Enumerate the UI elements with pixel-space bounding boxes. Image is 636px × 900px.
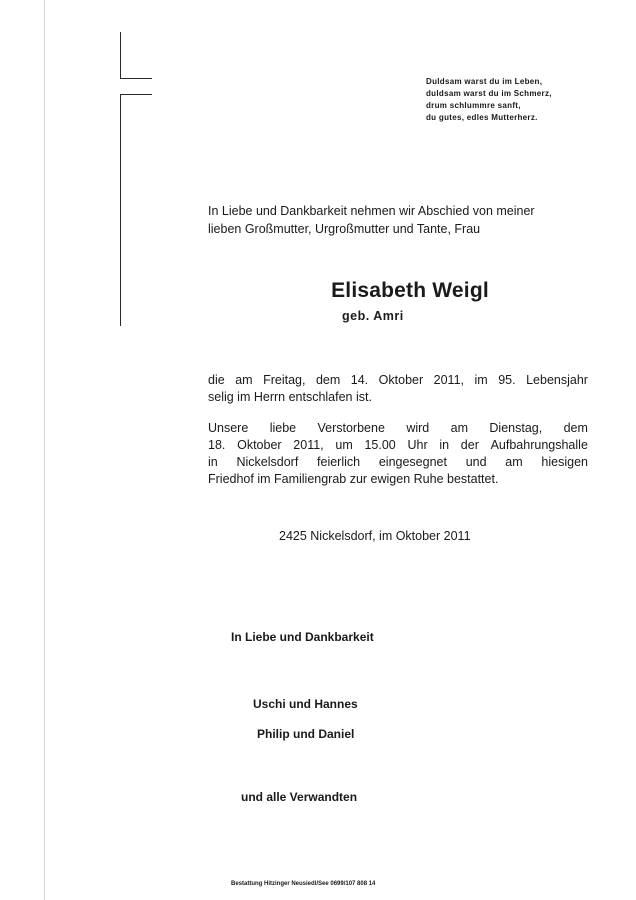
death-paragraph bbox=[208, 372, 588, 406]
word: um bbox=[335, 438, 353, 452]
word: 95. bbox=[498, 373, 516, 387]
funeral-line-justified bbox=[208, 437, 588, 454]
word: 14. bbox=[350, 373, 369, 387]
word: in bbox=[208, 455, 218, 469]
word: eingesegnet bbox=[378, 455, 447, 469]
cross-upper-vertical bbox=[120, 32, 121, 78]
word: liebe bbox=[269, 421, 297, 435]
poem-line: Duldsam warst du im Leben, bbox=[426, 77, 543, 86]
word: Aufbahrungshalle bbox=[490, 438, 588, 452]
word: Oktober bbox=[237, 438, 282, 452]
word: im bbox=[474, 373, 488, 387]
word: 18. bbox=[208, 438, 226, 452]
word: die bbox=[208, 373, 225, 387]
death-line: selig im Herrn entschlafen ist. bbox=[208, 390, 372, 404]
word: 2011, bbox=[293, 438, 324, 452]
word: Nickelsdorf bbox=[236, 455, 299, 469]
word: Uhr bbox=[407, 438, 428, 452]
word: am bbox=[235, 373, 253, 387]
poem-line: du gutes, edles Mutterherz. bbox=[426, 113, 538, 122]
signer-names: Uschi und Hannes bbox=[253, 697, 358, 711]
word: feierlich bbox=[317, 455, 361, 469]
word: wird bbox=[406, 421, 430, 435]
funeral-line: Friedhof im Familiengrab zur ewigen Ruhe bestattet. bbox=[208, 472, 499, 486]
page-edge-line bbox=[44, 0, 45, 900]
word: und bbox=[465, 455, 487, 469]
word: Dienstag, bbox=[489, 421, 543, 435]
word: der bbox=[460, 438, 479, 452]
cross-lower-vertical bbox=[120, 94, 121, 326]
word: 2011, bbox=[433, 373, 464, 387]
poem-line: drum schlummre sanft, bbox=[426, 101, 521, 110]
word: in bbox=[439, 438, 450, 452]
word: 15.00 bbox=[364, 438, 396, 452]
signer-names: Philip und Daniel bbox=[257, 727, 355, 741]
word: hiesigen bbox=[541, 455, 588, 469]
word: Verstorbene bbox=[317, 421, 385, 435]
funeral-home-footer: Bestattung Hitzinger Neusiedl/See 0699/107 808 14 bbox=[231, 881, 376, 887]
deceased-birth-name: geb. Amri bbox=[342, 309, 404, 323]
funeral-line-justified bbox=[208, 454, 588, 471]
memorial-poem bbox=[426, 76, 586, 124]
deceased-name: Elisabeth Weigl bbox=[331, 279, 489, 302]
word: Unsere bbox=[208, 421, 249, 435]
word: dem bbox=[315, 373, 341, 387]
funeral-paragraph bbox=[208, 420, 588, 488]
cross-lower-horizontal bbox=[120, 94, 152, 95]
intro-text bbox=[208, 202, 588, 238]
place-and-date: 2425 Nickelsdorf, im Oktober 2011 bbox=[279, 529, 471, 543]
poem-line: duldsam warst du im Schmerz, bbox=[426, 89, 552, 98]
cross-upper-horizontal bbox=[120, 78, 152, 79]
death-line-justified bbox=[208, 372, 588, 389]
word: Lebensjahr bbox=[526, 373, 588, 387]
word: dem bbox=[563, 421, 588, 435]
word: am bbox=[450, 421, 468, 435]
intro-line: lieben Großmutter, Urgroßmutter und Tante, Frau bbox=[208, 222, 481, 236]
relatives-line: und alle Verwandten bbox=[241, 790, 358, 804]
word: Oktober bbox=[378, 373, 424, 387]
funeral-line-justified bbox=[208, 420, 588, 437]
intro-line: In Liebe und Dankbarkeit nehmen wir Abschied von meiner bbox=[208, 204, 535, 218]
closing-phrase: In Liebe und Dankbarkeit bbox=[231, 630, 374, 644]
word: am bbox=[505, 455, 523, 469]
word: Freitag, bbox=[263, 373, 306, 387]
